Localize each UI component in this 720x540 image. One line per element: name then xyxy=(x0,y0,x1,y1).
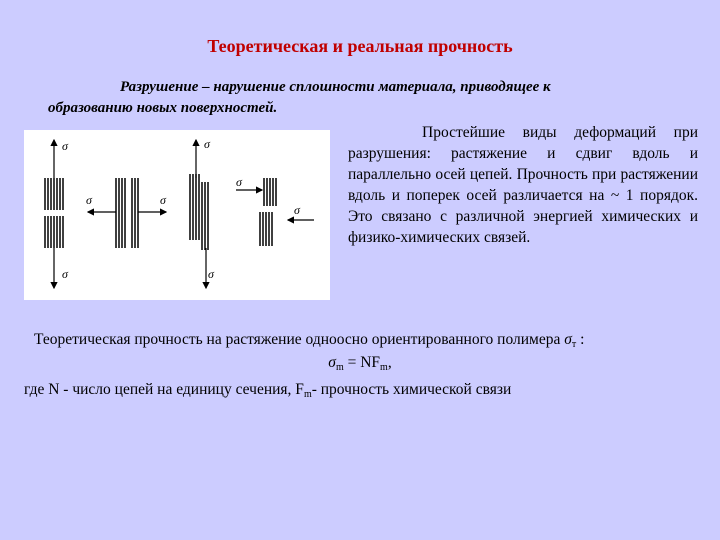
tension-along-chains-sketch xyxy=(45,139,69,288)
sigma-symbol: σ xyxy=(564,331,572,348)
definition-line-1: Разрушение – нарушение сплошности материала, приводящее к xyxy=(120,79,551,95)
theory-tail: : xyxy=(576,331,585,348)
formula-explanation xyxy=(24,381,704,400)
theory-text: Теоретическая прочность на растяжение одноосно ориентированного полимера xyxy=(34,331,565,348)
definition-paragraph xyxy=(48,77,698,119)
shear-along-chains-sketch xyxy=(190,137,215,288)
shear-across-chains-sketch xyxy=(236,175,314,246)
sigma-label: σ xyxy=(86,193,92,207)
sigma-label: σ xyxy=(204,137,210,151)
explanation-part-1: где N - число цепей на единицу сечения, F xyxy=(24,381,304,398)
tension-across-chains-sketch xyxy=(86,178,167,248)
formula-tail: , xyxy=(387,354,392,371)
formula-lhs-subscript: m xyxy=(335,362,344,373)
theoretical-strength-line xyxy=(34,329,714,355)
sigma-label: σ xyxy=(62,139,68,153)
sigma-label: σ xyxy=(208,267,214,281)
deformation-description-text: Простейшие виды деформаций при разрушения: растяжение и сдвиг вдоль и параллельно осей цепей. Прочность при растяжении вдоль и поперек осей различается на ~ 1 порядок. Это связано с различной энергией химических и физико-химических связей. xyxy=(348,124,698,246)
formula-lhs: σ xyxy=(328,354,336,371)
sigma-subscript: т xyxy=(571,339,577,350)
explanation-part-2: - прочность химической связи xyxy=(311,381,512,398)
sigma-label: σ xyxy=(62,267,68,281)
slide-title: Теоретическая и реальная прочность xyxy=(207,36,513,56)
deformation-figure xyxy=(24,130,330,300)
deformation-diagram xyxy=(24,130,330,300)
deformation-description xyxy=(348,122,698,248)
sigma-label: σ xyxy=(294,203,300,217)
explanation-subscript: m xyxy=(303,389,312,400)
sigma-label: σ xyxy=(236,175,242,189)
definition-line-2: образованию новых поверхностей. xyxy=(48,100,278,116)
formula-rhs-subscript: m xyxy=(380,362,388,373)
formula-equals: = NF xyxy=(343,354,381,371)
sigma-label: σ xyxy=(160,193,166,207)
strength-formula xyxy=(0,354,720,373)
